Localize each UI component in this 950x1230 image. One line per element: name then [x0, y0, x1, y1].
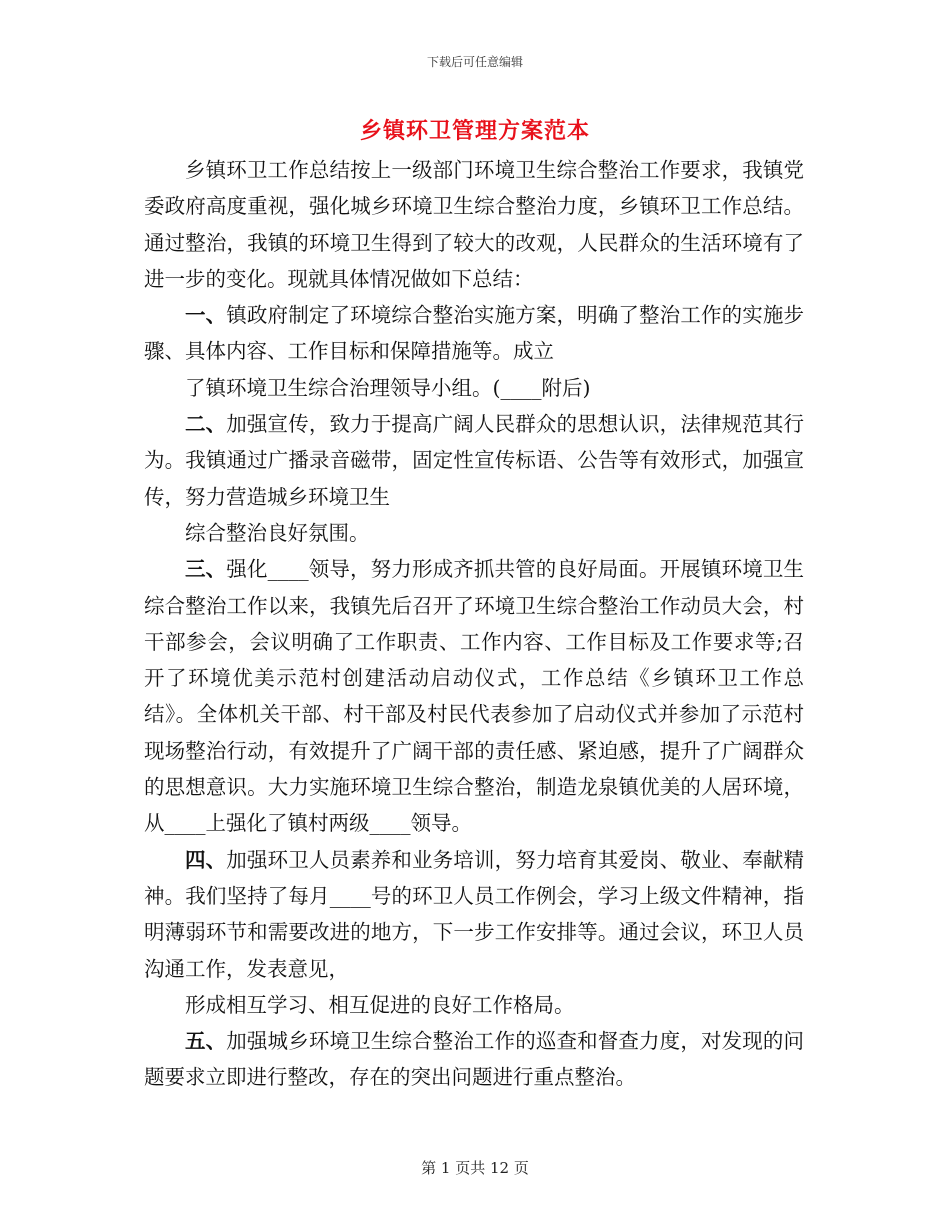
document-body [144, 152, 804, 1096]
paragraph-section-4-cont [144, 987, 804, 1023]
paragraph-section-1 [144, 297, 804, 370]
paragraph-text: 乡镇环卫工作总结按上一级部门环境卫生综合整治工作要求，我镇党委政府高度重视，强化城乡环境卫生综合整治力度，乡镇环卫工作总结。通过整治，我镇的环境卫生得到了较大的改观，人民群众的生活环境有了进一步的变化。现就具体情况做如下总结： [144, 158, 804, 291]
paragraph-text: 加强城乡环境卫生综合整治工作的巡查和督查力度，对发现的问题要求立即进行整改，存在的突出问题进行重点整治。 [144, 1029, 805, 1090]
paragraph-intro [144, 152, 804, 297]
page-header: 下载后可任意编辑 [426, 55, 523, 69]
paragraph-text: 加强环卫人员素养和业务培训，努力培育其爱岗、敬业、奉献精神。我们坚持了每月____号的环卫人员工作例会，学习上级文件精神，指明薄弱环节和需要改进的地方，下一步工作安排等。通过会议，环卫人员沟通工作，发表意见， [144, 847, 805, 981]
paragraph-text: 形成相互学习、相互促进的良好工作格局。 [185, 992, 575, 1017]
document-title: 乡镇环卫管理方案范本 [359, 118, 590, 144]
paragraph-text: 了镇环境卫生综合治理领导小组。(____附后) [185, 375, 591, 400]
paragraph-lead: 五、 [185, 1029, 227, 1054]
paragraph-lead: 四、 [185, 847, 227, 872]
paragraph-section-4 [144, 842, 804, 987]
paragraph-text: 镇政府制定了环境综合整治实施方案，明确了整治工作的实施步骤、具体内容、工作目标和保障措施等。成立 [144, 303, 805, 364]
paragraph-section-2 [144, 406, 804, 515]
paragraph-text: 强化____领导，努力形成齐抓共管的良好局面。开展镇环境卫生综合整治工作以来，我镇先后召开了环境卫生综合整治工作动员大会，村干部参会，会议明确了工作职责、工作内容、工作目标及工作要求等;召开了环境优美示范村创建活动启动仪式，工作总结《乡镇环卫工作总结》。全体机关干部、村干部及村民代表参加了启动仪式并参加了示范村现场整治行动，有效提升了广阔干部的责任感、紧迫感，提升了广阔群众的思想意识。大力实施环境卫生综合整治，制造龙泉镇优美的人居环境，从____上强化了镇村两级____领导。 [144, 557, 805, 836]
paragraph-lead: 三、 [185, 557, 227, 582]
paragraph-section-2-cont [144, 515, 804, 551]
paragraph-text: 综合整治良好氛围。 [185, 520, 370, 545]
paragraph-section-1-cont [144, 370, 804, 406]
page-footer: 第 1 页共 12 页 [421, 1159, 529, 1177]
paragraph-lead: 二、 [185, 412, 227, 437]
paragraph-text: 加强宣传，致力于提高广阔人民群众的思想认识，法律规范其行为。我镇通过广播录音磁带，固定性宣传标语、公告等有效形式，加强宣传，努力营造城乡环境卫生 [144, 412, 805, 509]
paragraph-section-3 [144, 551, 804, 841]
paragraph-section-5 [144, 1023, 804, 1096]
paragraph-lead: 一、 [185, 303, 227, 328]
